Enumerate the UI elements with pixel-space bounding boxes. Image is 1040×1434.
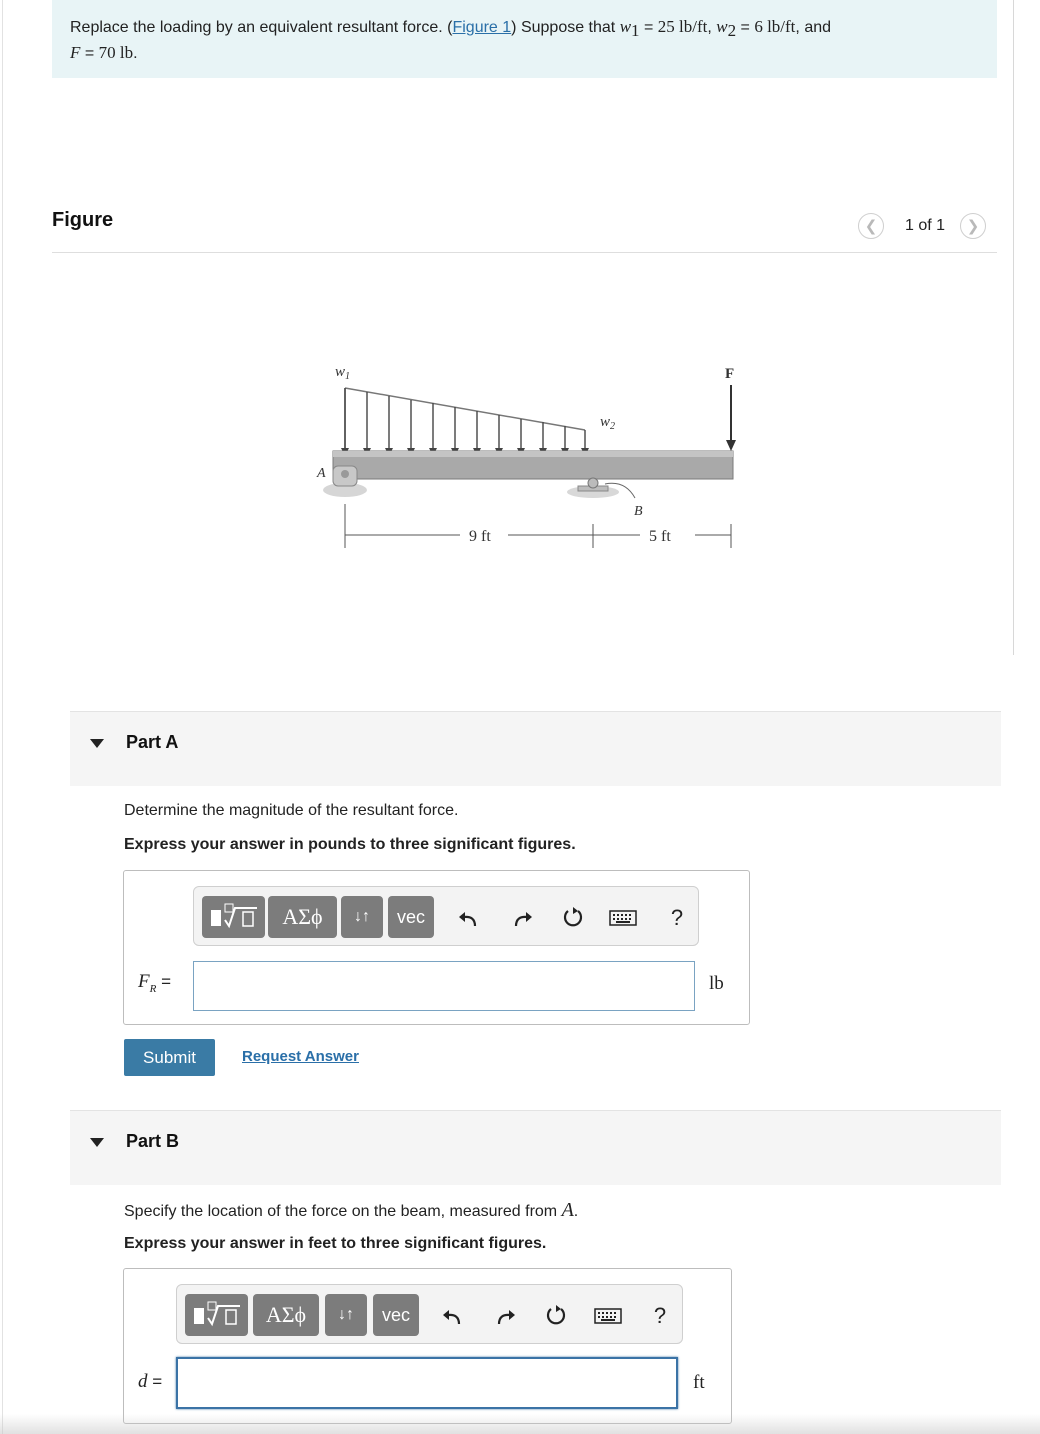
chevron-left-icon[interactable]: ❮	[858, 213, 884, 239]
fr-answer-input[interactable]	[193, 961, 695, 1011]
dim-9ft-label: 9 ft	[469, 528, 491, 545]
distributed-load-line	[345, 388, 585, 430]
part-b-question: Specify the location of the force on the beam, measured from A.	[124, 1199, 579, 1221]
page-border-right	[1013, 0, 1014, 655]
redo-icon[interactable]	[491, 1302, 521, 1330]
beam-diagram	[300, 350, 760, 560]
page-border	[2, 0, 3, 1434]
part-b-title: Part B	[126, 1131, 180, 1151]
figure-title: Figure	[52, 209, 114, 231]
part-b-instruction: Express your answer in feet to three significant figures.	[124, 1235, 547, 1252]
F-value: 70 lb	[98, 43, 134, 63]
divider	[52, 252, 997, 253]
load-arrows	[341, 388, 589, 456]
A-label: A	[317, 466, 326, 481]
keyboard-icon[interactable]	[608, 904, 638, 932]
reset-icon[interactable]	[558, 904, 588, 932]
subscript-icon[interactable]: ↓↑	[341, 896, 383, 938]
problem-line-2: F = 70 lb.	[70, 43, 138, 63]
figure-link[interactable]: Figure 1	[452, 19, 512, 36]
part-a-instruction: Express your answer in pounds to three significant figures.	[124, 836, 576, 853]
dim-5ft-label: 5 ft	[649, 528, 671, 545]
scroll-shadow	[0, 1414, 1040, 1434]
keyboard-icon[interactable]	[593, 1302, 623, 1330]
d-answer-input[interactable]	[176, 1357, 678, 1409]
vector-icon[interactable]: vec	[388, 896, 434, 938]
w2-value: 6 lb/ft	[754, 17, 796, 36]
chevron-right-icon[interactable]: ❯	[960, 213, 986, 239]
part-a-header[interactable]	[70, 711, 1001, 786]
reset-icon[interactable]	[541, 1302, 571, 1330]
math-toolbar	[176, 1284, 683, 1344]
pager-text: 1 of 1	[905, 217, 946, 234]
math-toolbar	[193, 886, 699, 946]
caret-down-icon[interactable]	[90, 1138, 104, 1147]
F-label: F	[725, 366, 735, 382]
templates-icon[interactable]	[202, 896, 265, 938]
problem-statement	[52, 0, 997, 78]
B-label: B	[634, 504, 643, 519]
fr-unit: lb	[709, 973, 724, 994]
caret-down-icon[interactable]	[90, 739, 104, 748]
fr-label: $F_R$ =	[138, 971, 171, 995]
problem-line-1: Replace the loading by an equivalent resultant force. (Figure 1) Suppose that $w_1 = 25$ lb/ft, $w_2 = 6$ lb/ft, and	[70, 17, 832, 41]
redo-icon[interactable]	[508, 904, 538, 932]
vector-icon[interactable]: vec	[373, 1294, 419, 1336]
request-answer-link[interactable]: Request Answer	[242, 1048, 359, 1065]
dimension-lines	[345, 504, 731, 548]
part-a-answer-box	[123, 870, 750, 1025]
roller-support-B	[567, 478, 635, 498]
part-a-question: Determine the magnitude of the resultant force.	[124, 802, 459, 819]
templates-icon[interactable]	[185, 1294, 248, 1336]
d-label: d =	[138, 1371, 163, 1392]
undo-icon[interactable]	[437, 1302, 467, 1330]
subscript-icon[interactable]: ↓↑	[325, 1294, 367, 1336]
w1-label: $w_1$	[335, 364, 351, 382]
part-a-title: Part A	[126, 732, 179, 752]
undo-icon[interactable]	[453, 904, 483, 932]
w1-value: 25 lb/ft	[657, 17, 708, 36]
submit-button[interactable]: Submit	[124, 1039, 215, 1076]
part-b-answer-box	[123, 1268, 732, 1424]
greek-letters-icon[interactable]: ΑΣϕ	[253, 1294, 319, 1336]
force-F-arrowhead	[726, 440, 736, 451]
greek-letters-icon[interactable]: ΑΣϕ	[268, 896, 337, 938]
part-b-header[interactable]	[70, 1110, 1001, 1185]
d-unit: ft	[693, 1372, 705, 1393]
figure-pager	[858, 211, 986, 241]
w2-label: $w_2$	[600, 414, 616, 432]
help-icon[interactable]: ?	[653, 1303, 667, 1328]
help-icon[interactable]: ?	[670, 905, 684, 930]
